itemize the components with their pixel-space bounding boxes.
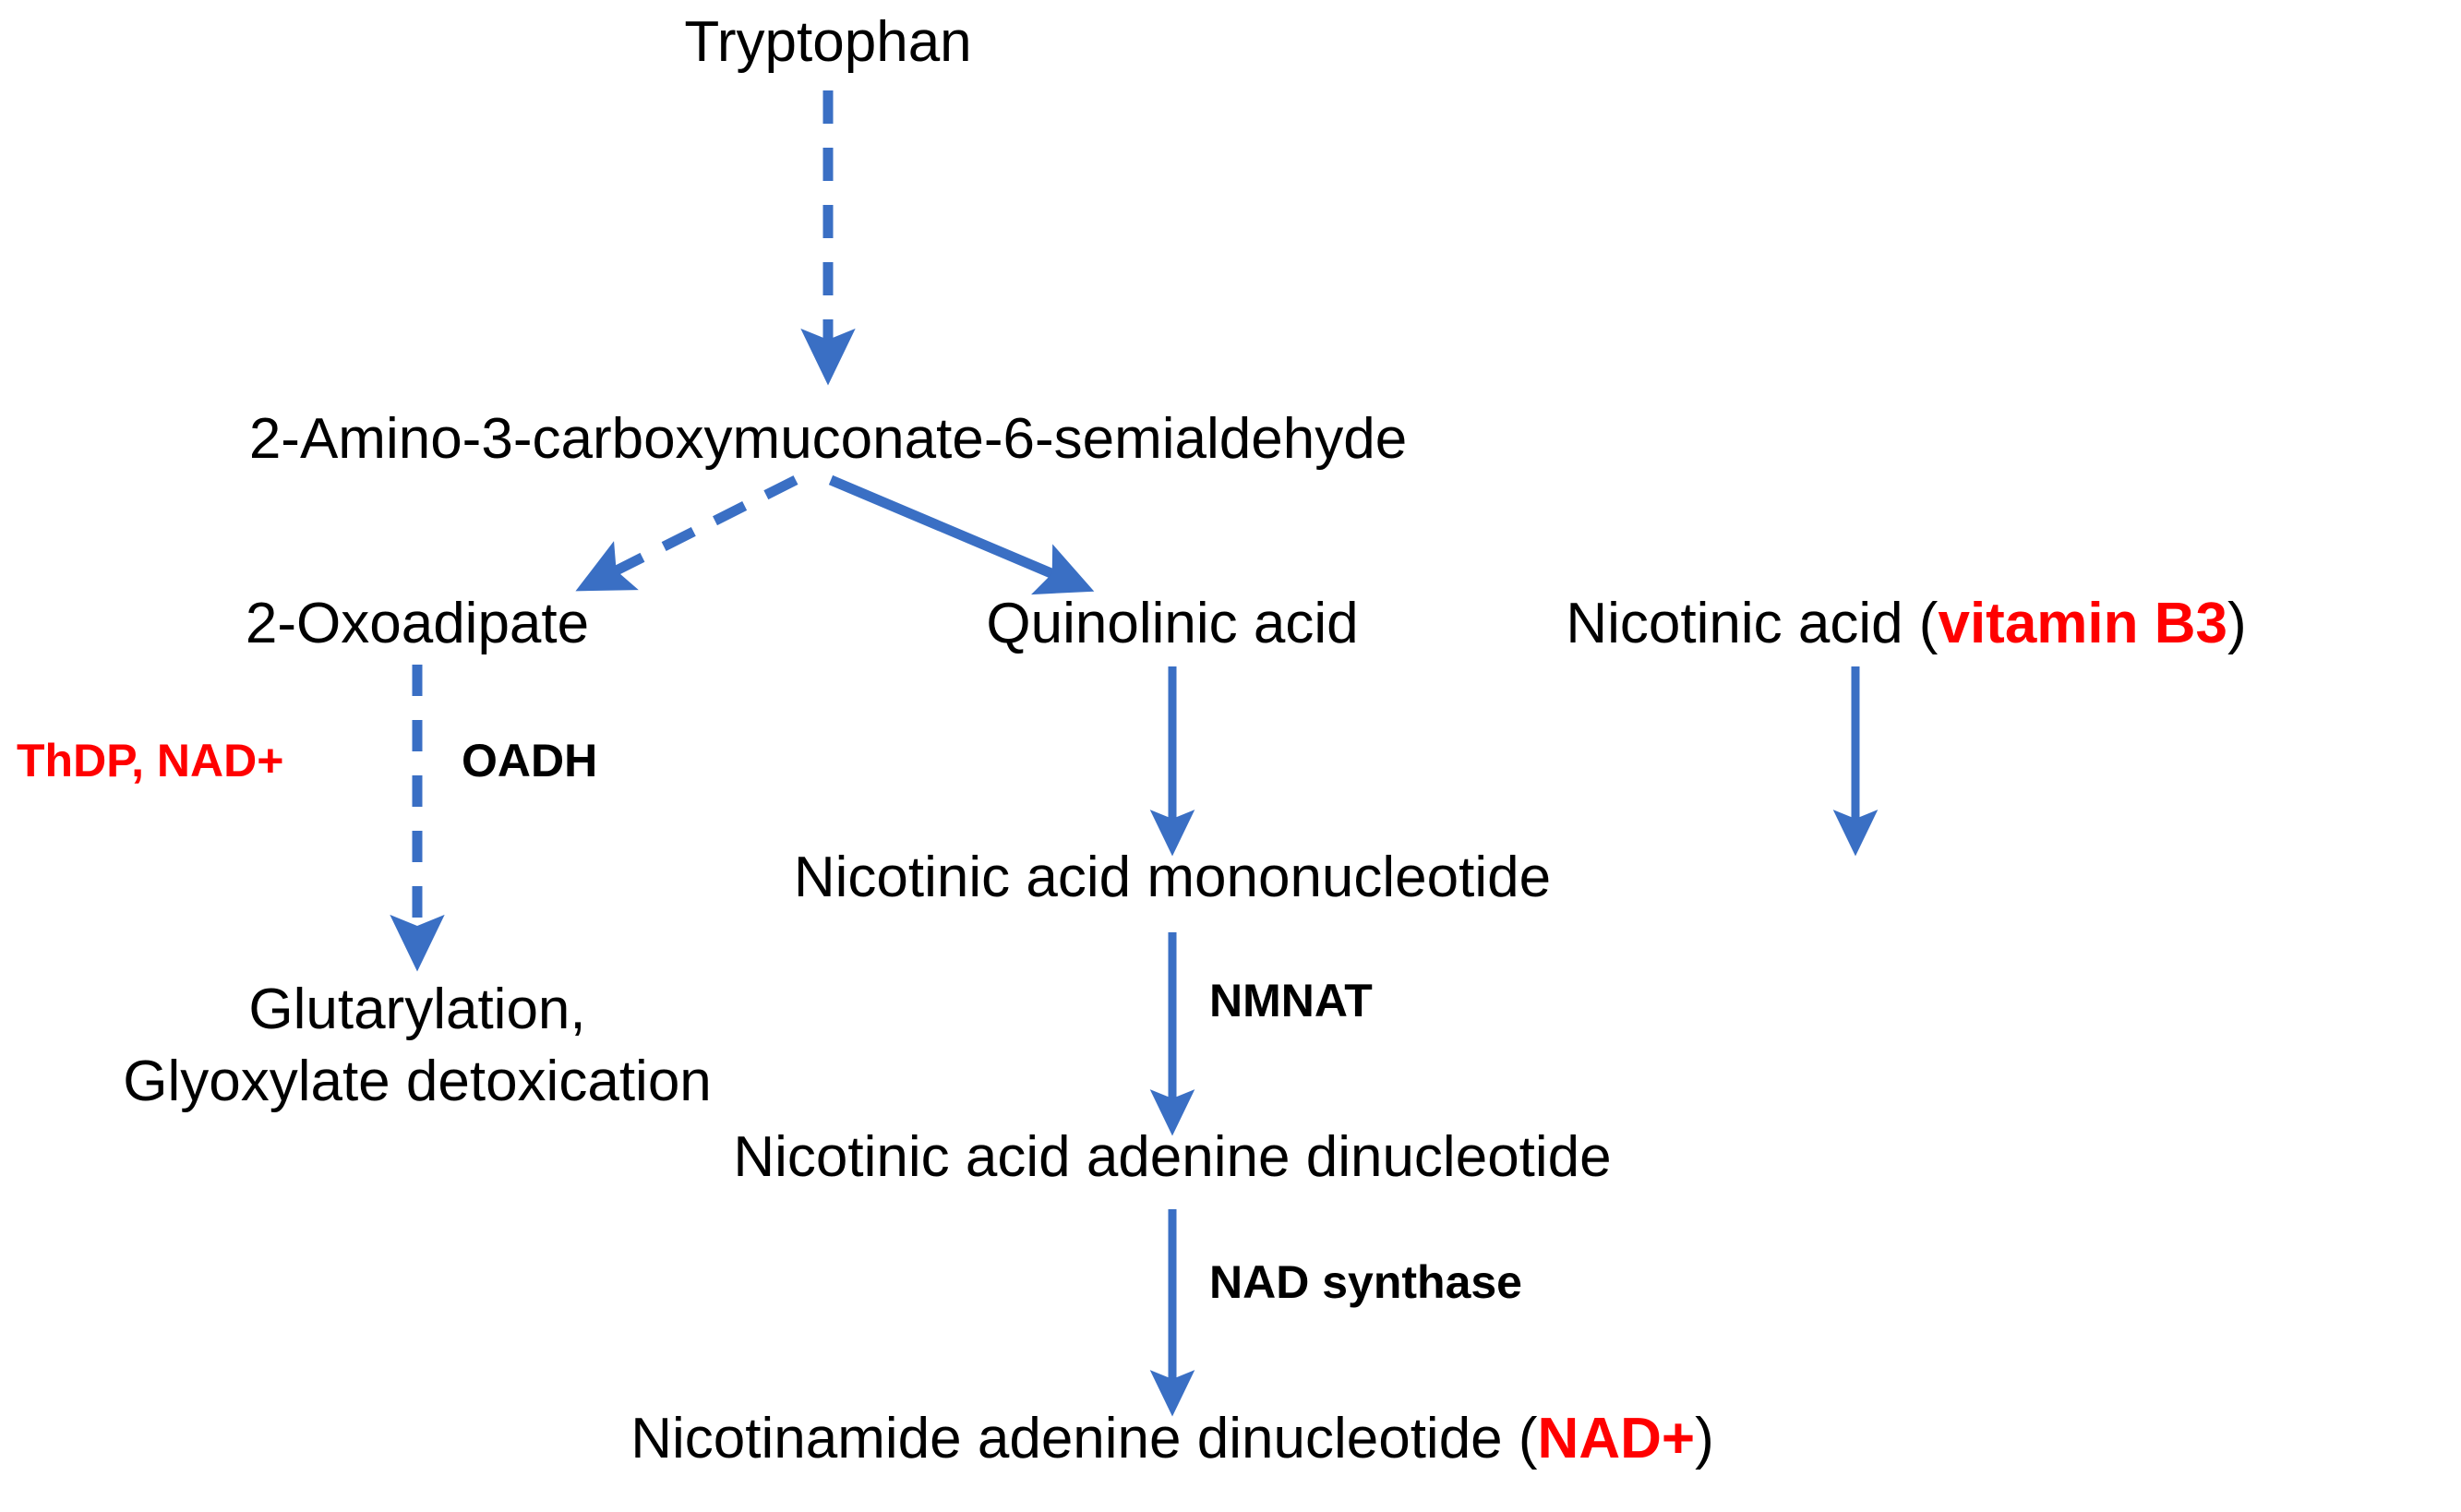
glutarylation-line-2: Glyoxylate detoxication bbox=[123, 1049, 712, 1113]
nad-plus-highlight: NAD+ bbox=[1537, 1407, 1696, 1470]
node-nicotinic-acid bbox=[1566, 591, 2246, 656]
enzyme-nad-synthase: NAD synthase bbox=[1209, 1256, 1522, 1308]
enzyme-oadh: OADH bbox=[462, 735, 598, 786]
glutarylation-line-1: Glutarylation, bbox=[248, 978, 586, 1041]
cofactor-thdp-nad: ThDP, NAD+ bbox=[17, 735, 284, 786]
nad-suffix: ) bbox=[1695, 1407, 1714, 1470]
edge-acms-to-quinolinic bbox=[831, 480, 1071, 582]
enzyme-nmnat: NMNAT bbox=[1209, 975, 1373, 1026]
node-nad bbox=[630, 1406, 1713, 1471]
node-tryptophan: Tryptophan bbox=[684, 10, 972, 74]
node-2-oxoadipate: 2-Oxoadipate bbox=[245, 592, 590, 655]
node-quinolinic-acid: Quinolinic acid bbox=[986, 592, 1359, 655]
node-glutarylation-glyoxylate bbox=[123, 974, 712, 1117]
vitamin-b3-highlight: vitamin B3 bbox=[1938, 592, 2228, 655]
node-nicotinic-acid-adenine-dinucleotide: Nicotinic acid adenine dinucleotide bbox=[733, 1125, 1612, 1189]
edge-acms-to-oxoadipate bbox=[598, 480, 796, 580]
nicotinic-acid-prefix: Nicotinic acid ( bbox=[1566, 592, 1939, 655]
node-nicotinic-acid-mononucleotide: Nicotinic acid mononucleotide bbox=[793, 846, 1552, 909]
nicotinic-acid-suffix: ) bbox=[2227, 592, 2247, 655]
node-acms: 2-Amino-3-carboxymuconate-6-semialdehyde bbox=[248, 407, 1408, 471]
nad-prefix: Nicotinamide adenine dinucleotide ( bbox=[630, 1407, 1538, 1470]
